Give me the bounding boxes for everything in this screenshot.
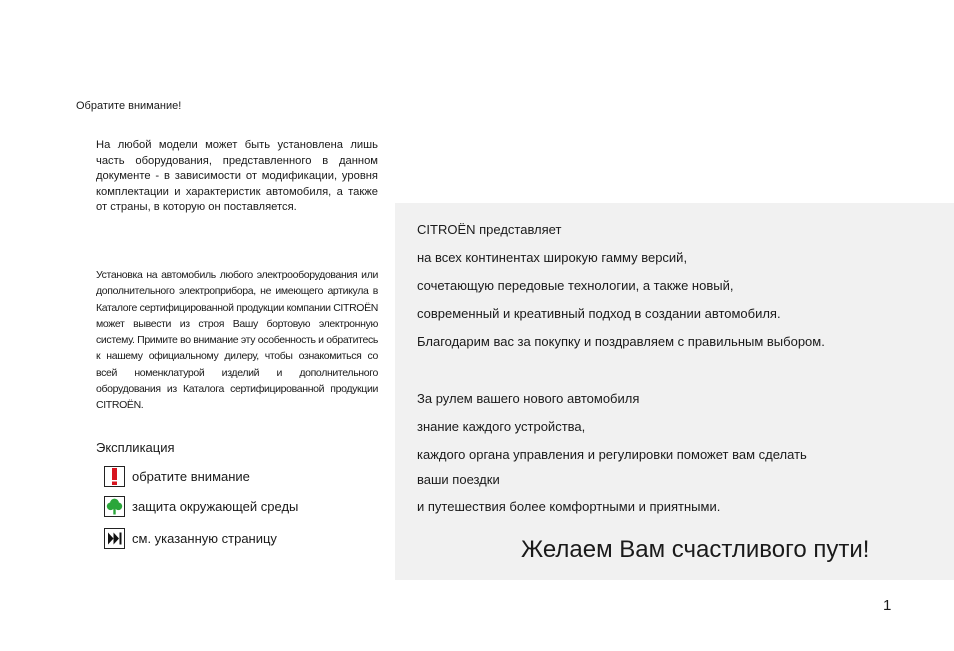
page-reference-icon <box>104 528 125 549</box>
legend-label: защита окружающей среды <box>132 498 299 514</box>
panel-line: знание каждого устройства, <box>417 419 586 434</box>
page-number: 1 <box>883 597 892 614</box>
legend-item-attention <box>104 464 250 488</box>
intro-panel <box>395 203 954 580</box>
legend-item-page-reference <box>104 526 277 550</box>
panel-line: CITROËN представляет <box>417 222 562 237</box>
tree-icon <box>104 496 125 517</box>
equipment-notice-paragraph: На любой модели может быть установлена лишь часть оборудования, представленного в данном документе - в зависимости от модификации, уровня комплектации и характеристик автомобиля, а также от страны, в которую он поставляется. <box>96 139 378 213</box>
panel-line: За рулем вашего нового автомобиля <box>417 391 640 406</box>
legend-item-environment <box>104 494 298 518</box>
panel-line: каждого органа управления и регулировки поможет вам сделать <box>417 447 807 462</box>
legend-label: см. указанную страницу <box>132 530 277 546</box>
notice-heading: Обратите внимание! <box>76 100 182 112</box>
legend-label: обратите внимание <box>132 468 250 484</box>
panel-line: современный и креативный подход в создании автомобиля. <box>417 306 781 321</box>
panel-line: на всех континентах широкую гамму версий, <box>417 250 688 265</box>
exclamation-icon <box>104 466 125 487</box>
panel-line: ваши поездки <box>417 472 500 487</box>
electrical-warning-paragraph: Установка на автомобиль любого электрооборудования или дополнительного электроприбора, не имеющего артикула в Каталоге сертифицированной продукции компании CITROËN может вывести из строя Вашу бортовую электронную систему. Примите во внимание эту особенность и обратитесь к нашему официальному дилеру, чтобы ознакомиться со всей номенклатурой изделий и дополнительного оборудования из Каталога сертифицированной продукции CITROËN. <box>96 269 378 412</box>
panel-line: сочетающую передовые технологии, а также новый, <box>417 278 734 293</box>
panel-line: Благодарим вас за покупку и поздравляем с правильным выбором. <box>417 334 825 349</box>
legend-title: Экспликация <box>96 440 175 455</box>
panel-line: и путешествия более комфортными и приятными. <box>417 499 721 514</box>
closing-wish: Желаем Вам счастливого пути! <box>521 536 870 563</box>
